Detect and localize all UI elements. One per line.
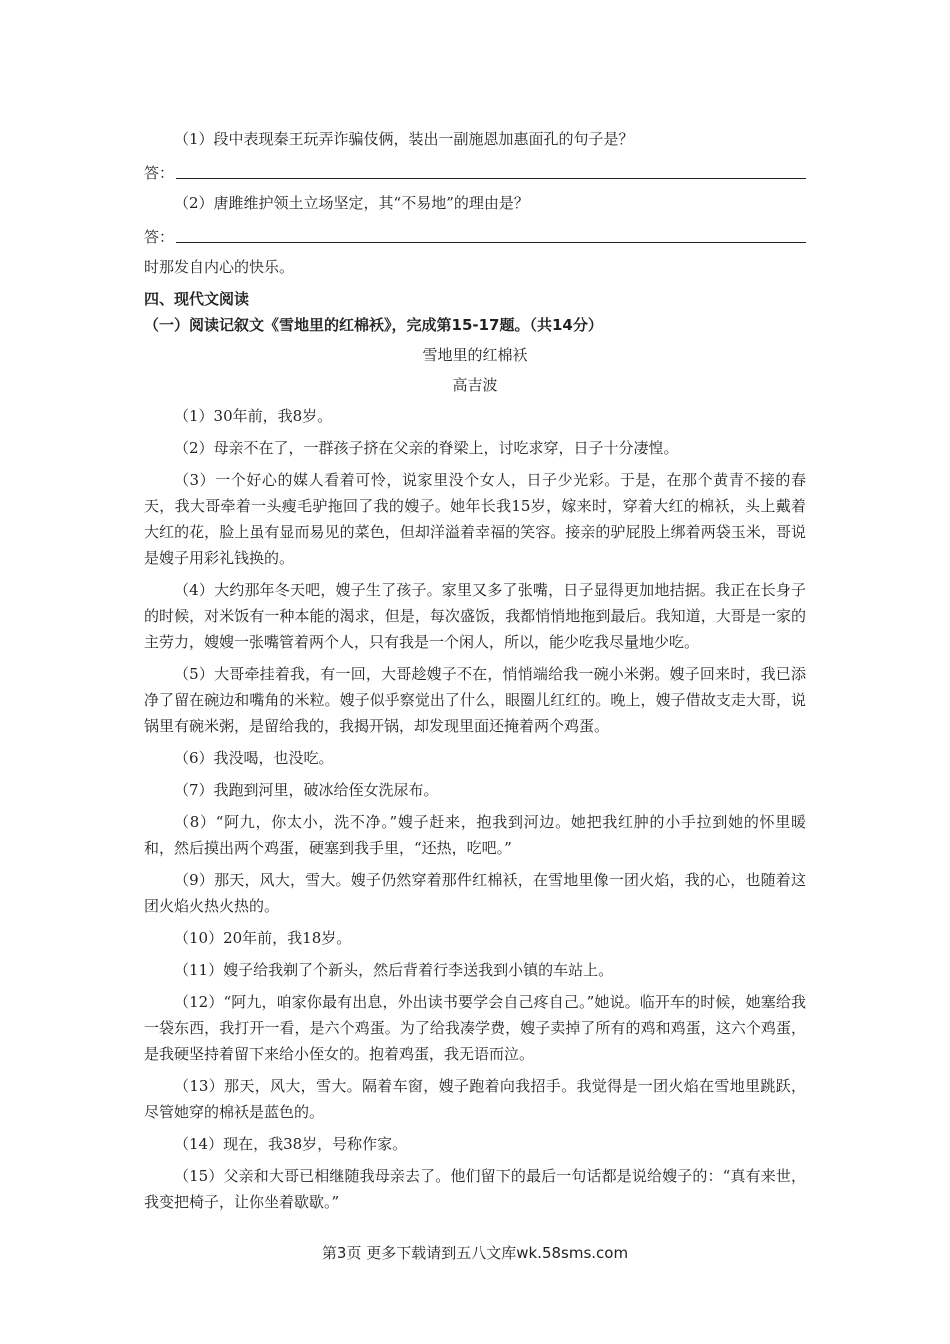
article-paragraph: （10）20年前，我18岁。 (174, 929, 352, 947)
article-paragraph: （8）“阿九，你太小，洗不净。”嫂子赶来，抱我到河边。她把我红肿的小手拉到她的怀里暖和，然后摸出两个鸡蛋，硬塞到我手里，“还热，吃吧。” (144, 813, 806, 857)
article-paragraph: （7）我跑到河里，破冰给侄女洗尿布。 (174, 781, 439, 799)
section-subtitle: （一）阅读记叙文《雪地里的红棉袄》，完成第15-17题。（共14分） (144, 316, 603, 334)
article-paragraph: （4）大约那年冬天吧，嫂子生了孩子。家里又多了张嘴，日子显得更加地拮据。我正在长身子的时候，对米饭有一种本能的渴求，但是，每次盛饭，我都悄悄地拖到最后。我知道，大哥是一家的主劳力，嫂嫂一张嘴管着两个人，只有我是一个闲人，所以，能少吃我尽量地少吃。 (144, 581, 806, 651)
leftover-line: 时那发自内心的快乐。 (144, 258, 295, 276)
article-paragraph: （6）我没喝，也没吃。 (174, 749, 334, 767)
answer-line-2 (176, 228, 806, 243)
answer-label: 答： (144, 164, 175, 182)
page-footer: 第3页 更多下载请到五八文库wk.58sms.com (321, 1244, 629, 1262)
question-2: （2）唐雎维护领土立场坚定，其“不易地”的理由是？ (174, 194, 529, 212)
section-title: 四、现代文阅读 (144, 290, 250, 308)
article-paragraph: （14）现在，我38岁，号称作家。 (174, 1135, 408, 1153)
article-body (144, 403, 806, 1215)
article-paragraph: （3）一个好心的媒人看着可怜，说家里没个女人，日子少光彩。于是，在那个黄青不接的春天，我大哥牵着一头瘦毛驴拖回了我的嫂子。她年长我15岁，嫁来时，穿着大红的棉袄，头上戴着大红的花，脸上虽有显而易见的菜色，但却洋溢着幸福的笑容。接亲的驴屁股上绑着两袋玉米，哥说是嫂子用彩礼钱换的。 (144, 471, 806, 567)
article-paragraph: （13）那天，风大，雪大。隔着车窗，嫂子跑着向我招手。我觉得是一团火焰在雪地里跳跃，尽管她穿的棉袄是蓝色的。 (144, 1077, 806, 1121)
answer-line-1 (176, 164, 806, 179)
page-content (144, 127, 806, 1221)
answer-row-1 (144, 157, 806, 183)
article-paragraph: （1）30年前，我8岁。 (174, 407, 333, 425)
article-paragraph: （11）嫂子给我剃了个新头，然后背着行李送我到小镇的车站上。 (174, 961, 614, 979)
article-paragraph: （2）母亲不在了，一群孩子挤在父亲的脊梁上，讨吃求穿，日子十分凄惶。 (174, 439, 679, 457)
article-paragraph: （9）那天，风大，雪大。嫂子仍然穿着那件红棉袄，在雪地里像一团火焰，我的心，也随着这团火焰火热火热的。 (144, 871, 806, 915)
article-paragraph: （5）大哥牵挂着我，有一回，大哥趁嫂子不在，悄悄端给我一碗小米粥。嫂子回来时，我已添净了留在碗边和嘴角的米粒。嫂子似乎察觉出了什么，眼圈儿红红的。晚上，嫂子借故支走大哥，说锅里有碗米粥，是留给我的，我揭开锅，却发现里面还掩着两个鸡蛋。 (144, 665, 806, 735)
answer-label: 答： (144, 228, 175, 246)
article-paragraph: （15）父亲和大哥已相继随我母亲去了。他们留下的最后一句话都是说给嫂子的：“真有来世，我变把椅子，让你坐着歇歇。” (144, 1167, 806, 1211)
answer-row-2 (144, 221, 806, 247)
article-title: 雪地里的红棉袄 (422, 346, 528, 364)
article-author: 高吉波 (452, 376, 498, 394)
article-paragraph: （12）“阿九，咱家你最有出息，外出读书要学会自己疼自己。”她说。临开车的时候，她塞给我一袋东西，我打开一看，是六个鸡蛋。为了给我凑学费，嫂子卖掉了所有的鸡和鸡蛋，这六个鸡蛋，是我硬坚持着留下来给小侄女的。抱着鸡蛋，我无语而泣。 (144, 993, 806, 1063)
question-1: （1）段中表现秦王玩弄诈骗伎俩，装出一副施恩加惠面孔的句子是？ (174, 130, 634, 148)
